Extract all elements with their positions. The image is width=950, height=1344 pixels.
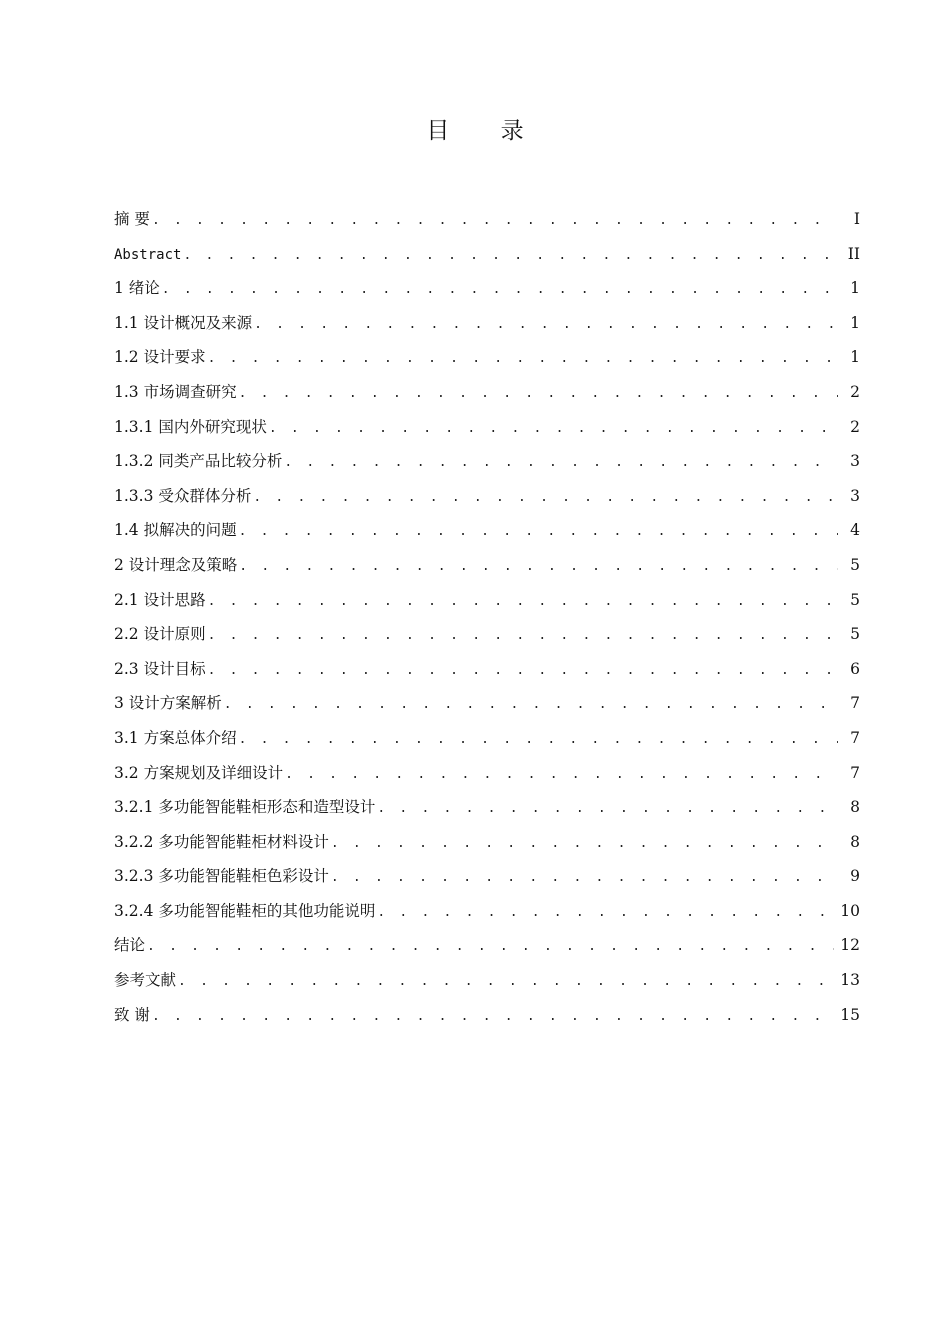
- toc-entry-page: 3: [850, 486, 860, 505]
- toc-dot-leader: [224, 688, 838, 723]
- toc-entry-page: 15: [840, 1005, 860, 1024]
- toc-entry[interactable]: [114, 756, 860, 791]
- toc-entry[interactable]: [114, 721, 860, 756]
- toc-entry[interactable]: [114, 825, 860, 860]
- toc-entry-page: 5: [850, 625, 860, 644]
- toc-entry[interactable]: [114, 548, 860, 583]
- toc-entry-label: 1.1 设计概况及来源: [114, 313, 253, 332]
- toc-entry-page: 3: [850, 452, 860, 471]
- toc-entry[interactable]: [114, 790, 860, 825]
- toc-entry-label: 2.1 设计思路: [114, 590, 206, 609]
- toc-entry-page: 5: [850, 590, 860, 609]
- toc-entry-label: 3.1 方案总体介绍: [114, 728, 237, 747]
- toc-entry[interactable]: [114, 271, 860, 306]
- toc-entry-page: 7: [850, 694, 860, 713]
- toc-entry-label: 致 谢: [114, 1005, 150, 1024]
- toc-entry[interactable]: [114, 444, 860, 479]
- toc-dot-leader: [239, 550, 838, 585]
- toc-entry-label: 3.2.4 多功能智能鞋柜的其他功能说明: [114, 901, 376, 920]
- toc-entry[interactable]: [114, 375, 860, 410]
- toc-entry-page: 7: [850, 728, 860, 747]
- toc-dot-leader: [152, 204, 838, 239]
- toc-dot-leader: [162, 273, 838, 308]
- toc-entry-page: 1: [850, 279, 860, 298]
- toc-entry-label: 2.2 设计原则: [114, 625, 206, 644]
- toc-dot-leader: [208, 619, 838, 654]
- toc-entry[interactable]: [114, 340, 860, 375]
- toc-entry-label: 3.2 方案规划及详细设计: [114, 763, 284, 782]
- toc-entry-page: 9: [850, 867, 860, 886]
- toc-dot-leader: [183, 239, 838, 274]
- toc-entry[interactable]: [114, 202, 860, 237]
- toc-entry[interactable]: [114, 998, 860, 1033]
- toc-entry-page: 13: [840, 971, 860, 990]
- toc-entry[interactable]: [114, 894, 860, 929]
- toc-entry-label: 参考文献: [114, 971, 177, 990]
- toc-entry-label: 摘 要: [114, 210, 150, 228]
- toc-entry-label: 1.3.1 国内外研究现状: [114, 417, 267, 436]
- toc-entry-label: Abstract: [114, 246, 182, 263]
- toc-entry-label: 1 绪论: [114, 279, 160, 298]
- toc-dot-leader: [377, 896, 834, 931]
- toc-entry[interactable]: [114, 686, 860, 721]
- toc-dot-leader: [239, 515, 838, 550]
- toc-dot-leader: [239, 377, 838, 412]
- toc-entry-label: 1.2 设计要求: [114, 348, 206, 367]
- toc-dot-leader: [377, 792, 838, 827]
- toc-dot-leader: [253, 481, 838, 516]
- toc-entry-label: 3.2.3 多功能智能鞋柜色彩设计: [114, 867, 329, 886]
- toc-entry[interactable]: [114, 963, 860, 998]
- toc-entry-label: 2.3 设计目标: [114, 659, 206, 678]
- toc-entry-page: 7: [850, 763, 860, 782]
- toc-dot-leader: [239, 723, 838, 758]
- toc-entry-label: 2 设计理念及策略: [114, 555, 238, 574]
- toc-entry[interactable]: [114, 410, 860, 445]
- toc-entry[interactable]: [114, 859, 860, 894]
- toc-dot-leader: [152, 1000, 834, 1035]
- toc-dot-leader: [254, 308, 838, 343]
- toc-entry[interactable]: [114, 479, 860, 514]
- toc-dot-leader: [285, 758, 838, 793]
- toc-entry-page: 1: [850, 313, 860, 332]
- toc-entry[interactable]: [114, 306, 860, 341]
- toc-entry-label: 3.2.1 多功能智能鞋柜形态和造型设计: [114, 798, 376, 817]
- toc-entry-page: 5: [850, 555, 860, 574]
- toc-entry-page: 2: [850, 382, 860, 401]
- toc-dot-leader: [269, 412, 838, 447]
- toc-dot-leader: [208, 654, 838, 689]
- toc-dot-leader: [208, 585, 838, 620]
- toc-entry-page: 2: [850, 417, 860, 436]
- toc-entry[interactable]: [114, 928, 860, 963]
- toc-entry-page: 6: [850, 659, 860, 678]
- toc-entry[interactable]: [114, 583, 860, 618]
- toc-entry-page: I: [853, 210, 860, 228]
- toc-entry-label: 1.3.3 受众群体分析: [114, 486, 252, 505]
- toc-entry-page: II: [847, 244, 860, 263]
- toc-dot-leader: [331, 827, 838, 862]
- toc-entry-label: 3.2.2 多功能智能鞋柜材料设计: [114, 832, 329, 851]
- toc-entry[interactable]: [114, 513, 860, 548]
- toc-entry[interactable]: [114, 617, 860, 652]
- toc-entry-label: 1.4 拟解决的问题: [114, 521, 237, 540]
- toc-entry-page: 12: [840, 936, 860, 955]
- toc-entry-label: 1.3 市场调查研究: [114, 382, 237, 401]
- toc-entry-label: 结论: [114, 936, 146, 955]
- toc-dot-leader: [178, 965, 834, 1000]
- toc-entry-label: 1.3.2 同类产品比较分析: [114, 452, 283, 471]
- toc-entry-page: 8: [850, 798, 860, 817]
- toc-entry[interactable]: [114, 237, 860, 272]
- toc-entry[interactable]: [114, 652, 860, 687]
- toc-entry-page: 8: [850, 832, 860, 851]
- toc-entry-page: 1: [850, 348, 860, 367]
- toc-entry-page: 10: [840, 901, 860, 920]
- toc-dot-leader: [208, 342, 838, 377]
- toc-dot-leader: [331, 861, 838, 896]
- toc-entry-label: 3 设计方案解析: [114, 694, 222, 713]
- toc-entry-page: 4: [850, 521, 860, 540]
- toc-dot-leader: [284, 446, 838, 481]
- toc-title: 目 录: [426, 118, 546, 144]
- table-of-contents: [114, 202, 860, 1032]
- toc-dot-leader: [147, 930, 834, 965]
